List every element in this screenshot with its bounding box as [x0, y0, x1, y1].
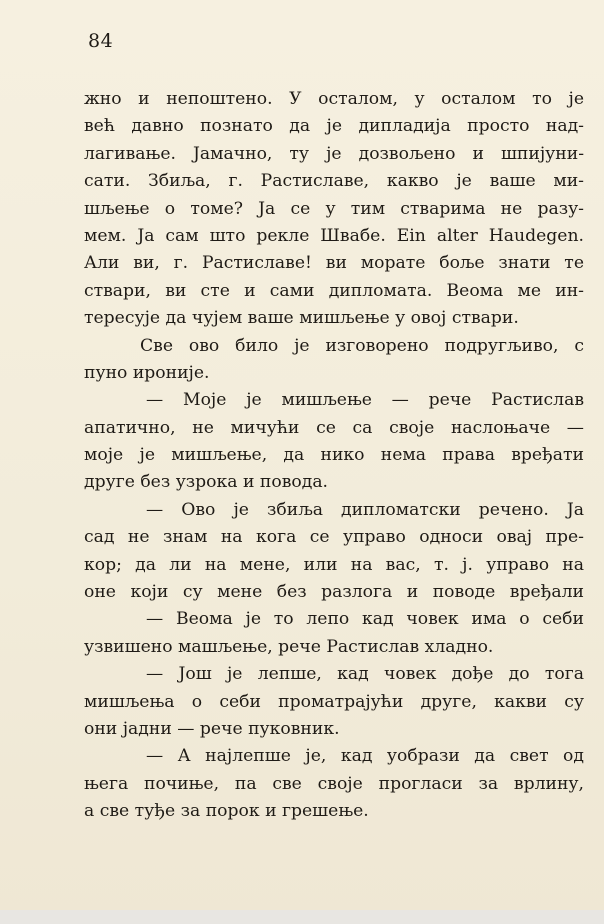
body-text: [84, 86, 584, 826]
text-line: њега почиње, па све своје прогласи за врлину,: [84, 773, 584, 794]
text-line: тересује да чујем ваше мишљење у овој ствари.: [84, 308, 519, 329]
text-line: узвишено машљење, рече Растислав хладно.: [84, 636, 494, 657]
text-line: оне који су мене без разлога и поводе вређали: [84, 582, 584, 603]
text-line: — Ово је збиља дипломатски речено. Ја: [146, 499, 584, 520]
text-line: већ давно познато да је дипладија просто над-: [84, 116, 584, 137]
text-line: — Још је лепше, кад човек дође до тога: [146, 664, 584, 685]
text-line: — Моје је мишљење — рече Растислав: [146, 390, 584, 411]
text-line: пуно ироније.: [84, 362, 210, 383]
text-line: кор; да ли на мене, или на вас, т. ј. управо на: [84, 554, 584, 575]
text-line: мем. Ја сам што рекле Швабе. Ein alter Haudegen.: [84, 225, 584, 246]
text-line: шљење о томе? Ја се у тим стварима не разу-: [84, 198, 584, 219]
text-line: лагивање. Јамачно, ту је дозвољено и шпијуни-: [84, 143, 584, 164]
text-line: моје је мишљење, да нико нема права вређати: [84, 445, 584, 466]
text-line: — Веома је то лепо кад човек има о себи: [146, 609, 584, 630]
text-line: жно и непоштено. У осталом, у осталом то је: [84, 89, 584, 109]
page-number: 84: [88, 30, 114, 52]
text-line: друге без узрока и повода.: [84, 472, 329, 493]
text-line: Све ово било је изговорено подругљиво, с: [140, 335, 584, 356]
text-line: апатично, не мичући се са своје наслоњаче —: [84, 417, 584, 438]
text-line: — А најлепше је, кад уобрази да свет од: [146, 746, 584, 767]
text-line: ствари, ви сте и сами дипломата. Веома ме ин-: [84, 280, 584, 301]
text-line: Али ви, г. Растиславе! ви морате боље знати те: [84, 253, 584, 274]
text-line: мишљења о себи проматрајући друге, какви су: [84, 691, 584, 712]
text-line: а све туђе за порок и грешење.: [84, 801, 369, 822]
text-line: они јадни — рече пуковник.: [84, 718, 340, 739]
text-line: сад не знам на кога се управо односи овај пре-: [84, 527, 584, 548]
page-bottom-edge: [0, 910, 604, 924]
text-line: сати. Збиља, г. Растиславе, какво је ваше ми-: [84, 171, 584, 192]
